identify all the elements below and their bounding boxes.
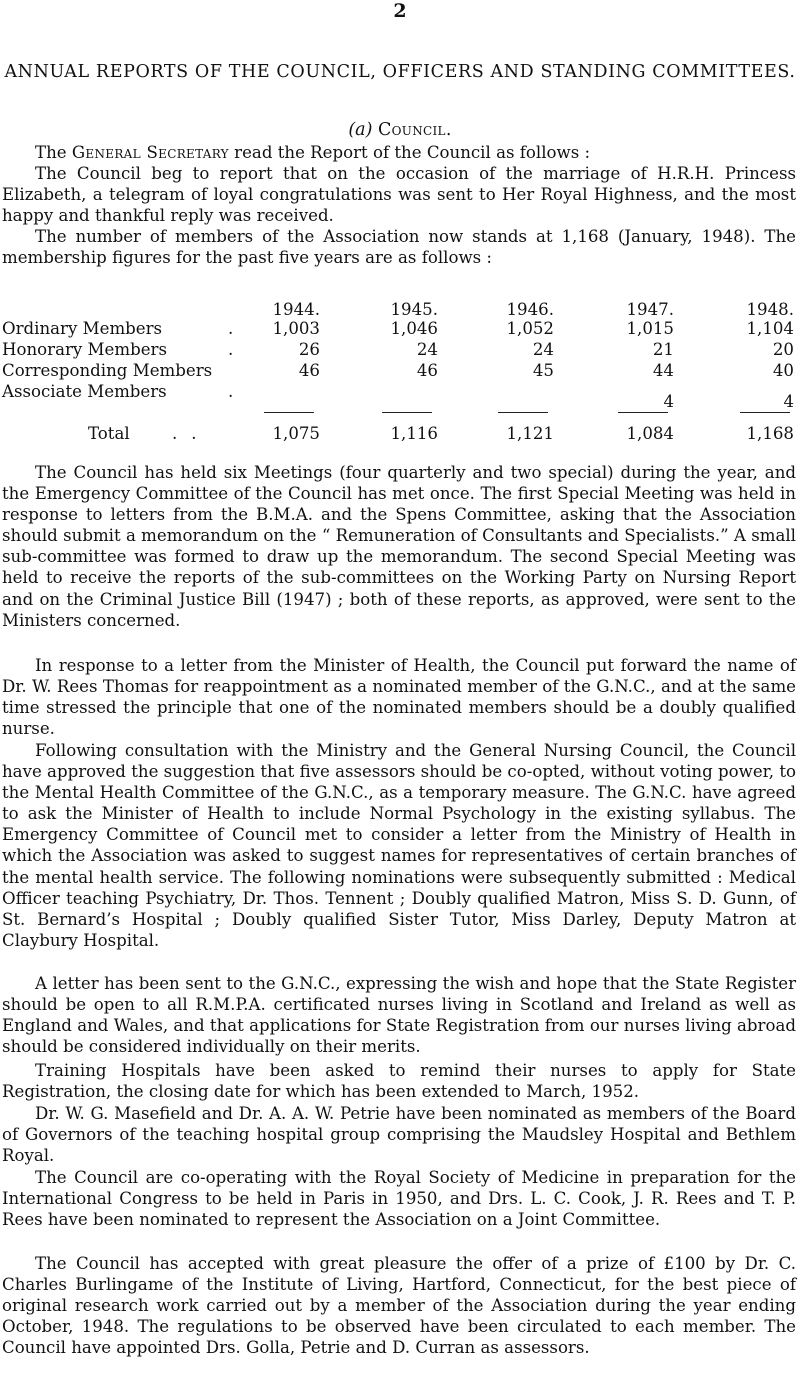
total-cell: 1,121 [506,424,554,443]
total-cell: 1,075 [272,424,320,443]
intro-rest: read the Report of the Council as follows : [234,143,591,162]
total-rule [740,412,790,413]
table-cell: 4 [783,392,794,411]
table-cell: 46 [416,361,438,380]
subsection-heading [0,119,800,141]
table-cell: 40 [772,361,794,380]
row-label: Corresponding Members [2,361,213,380]
table-cell: 1,015 [626,319,674,338]
section-heading: ANNUAL REPORTS OF THE COUNCIL, OFFICERS AND STANDING COMMITTEES. [4,62,796,82]
page-number: 2 [393,0,407,22]
subsection-marker: (a) [348,120,373,140]
paragraph-board-of-governors: Dr. W. G. Masefield and Dr. A. A. W. Petrie have been nominated as members of the Board of Governors of the teaching hospital group comprising the Maudsley Hospital and Bethlem Royal. [2,1104,796,1166]
total-rule [618,412,668,413]
table-cell: 24 [532,340,554,359]
leader-dot: . [228,319,234,338]
row-label: Ordinary Members [2,319,163,338]
total-rule [498,412,548,413]
table-row [0,360,800,381]
table-row [0,381,800,411]
total-rule [264,412,314,413]
table-header-row [0,299,800,320]
year-header: 1947. [626,300,674,319]
table-cell: 1,104 [746,319,794,338]
paragraph-meetings: The Council has held six Meetings (four quarterly and two special) during the year, and the Emergency Committee of the Council has met once. The first Special Meeting was held in response to letters from the B.M.A. and the Spens Committee, asking that the Association should submit a memorandum on the “ Remuneration of Consultants and Specialists.” A small sub-committee was formed to draw up the memorandum. The second Special Meeting was held to receive the reports of the sub-committees on the Working Party on Nursing Report and on the Criminal Justice Bill (1947) ; both of these reports, as approved, were sent to the Ministers concerned. [2,463,796,630]
table-cell: 1,052 [506,319,554,338]
total-label: Total [88,424,130,443]
paragraph-membership-count: The number of members of the Association now stands at 1,168 (January, 1948). The membership figures for the past five years are as follows : [2,227,796,268]
row-label: Honorary Members [2,340,167,359]
table-cell: 1,046 [390,319,438,338]
row-label: Associate Members [2,382,167,401]
subsection-title: Council. [377,120,452,140]
leader-dots: .. [172,424,211,443]
year-header: 1948. [746,300,794,319]
table-cell: 20 [772,340,794,359]
table-cell: 44 [652,361,674,380]
year-header: 1944. [272,300,320,319]
intro-general-secretary: General Secretary [71,143,229,162]
table-row [0,318,800,339]
table-total-row [0,423,800,444]
intro-lead: The [35,143,67,162]
paragraph-state-register: A letter has been sent to the G.N.C., expressing the wish and hope that the State Register should be open to all R.M.P.A. certificated nurses living in Scotland and Ireland as well as England and Wales, and that applications for State Registration from our nurses living abroad should be considered individually on their merits. [2,974,796,1057]
paragraph-assessors: Following consultation with the Ministry and the General Nursing Council, the Council have approved the suggestion that five assessors should be co-opted, without voting power, to the Mental Health Committee of the G.N.C., as a temporary measure. The G.N.C. have agreed to ask the Minister of Health to include Normal Psychology in the existing syllabus. The Emergency Committee of Council met to consider a letter from the Ministry of Health in which the Association was asked to suggest names for representatives of certain branches of the mental health service. The following nominations were subsequently submitted : Medical Officer teaching Psychiatry, Dr. Thos. Tennent ; Doubly qualified Matron, Miss S. D. Gunn, of St. Bernard’s Hospital ; Doubly qualified Sister Tutor, Miss Darley, Deputy Matron at Claybury Hospital. [2,741,796,950]
table-cell: 1,003 [272,319,320,338]
table-cell: 4 [663,392,674,411]
intro-paragraph [2,142,796,163]
total-cell: 1,116 [390,424,438,443]
total-cell: 1,084 [626,424,674,443]
table-cell: 21 [652,340,674,359]
paragraph-prize: The Council has accepted with great pleasure the offer of a prize of £100 by Dr. C. Charles Burlingame of the Institute of Living, Hartford, Connecticut, for the best piece of original research work carried out by a member of the Association during the year ending October, 1948. The regulations to be observed have been circulated to each member. The Council have appointed Drs. Golla, Petrie and D. Curran as assessors. [2,1254,796,1358]
paragraph-reappointment: In response to a letter from the Minister of Health, the Council put forward the name of Dr. W. Rees Thomas for reappointment as a nominated member of the G.N.C., and at the same time stressed the principle that one of the nominated members should be a doubly qualified nurse. [2,656,796,739]
year-header: 1945. [390,300,438,319]
total-rule [382,412,432,413]
table-cell: 24 [416,340,438,359]
year-header: 1946. [506,300,554,319]
total-cell: 1,168 [746,424,794,443]
paragraph-congress: The Council are co-operating with the Royal Society of Medicine in preparation for the International Congress to be held in Paris in 1950, and Drs. L. C. Cook, J. R. Rees and T. P. Rees have been nominated to represent the Association on a Joint Committee. [2,1168,796,1230]
table-cell: 46 [298,361,320,380]
table-row [0,339,800,360]
table-cell: 45 [532,361,554,380]
paragraph-training-hospitals: Training Hospitals have been asked to remind their nurses to apply for State Registration, the closing date for which has been extended to March, 1952. [2,1061,796,1102]
table-cell: 26 [298,340,320,359]
paragraph-royal-wedding: The Council beg to report that on the occasion of the marriage of H.R.H. Princess Elizabeth, a telegram of loyal congratulations was sent to Her Royal Highness, and the most happy and thankful reply was received. [2,164,796,226]
leader-dot: . [228,382,234,401]
leader-dot: . [228,340,234,359]
